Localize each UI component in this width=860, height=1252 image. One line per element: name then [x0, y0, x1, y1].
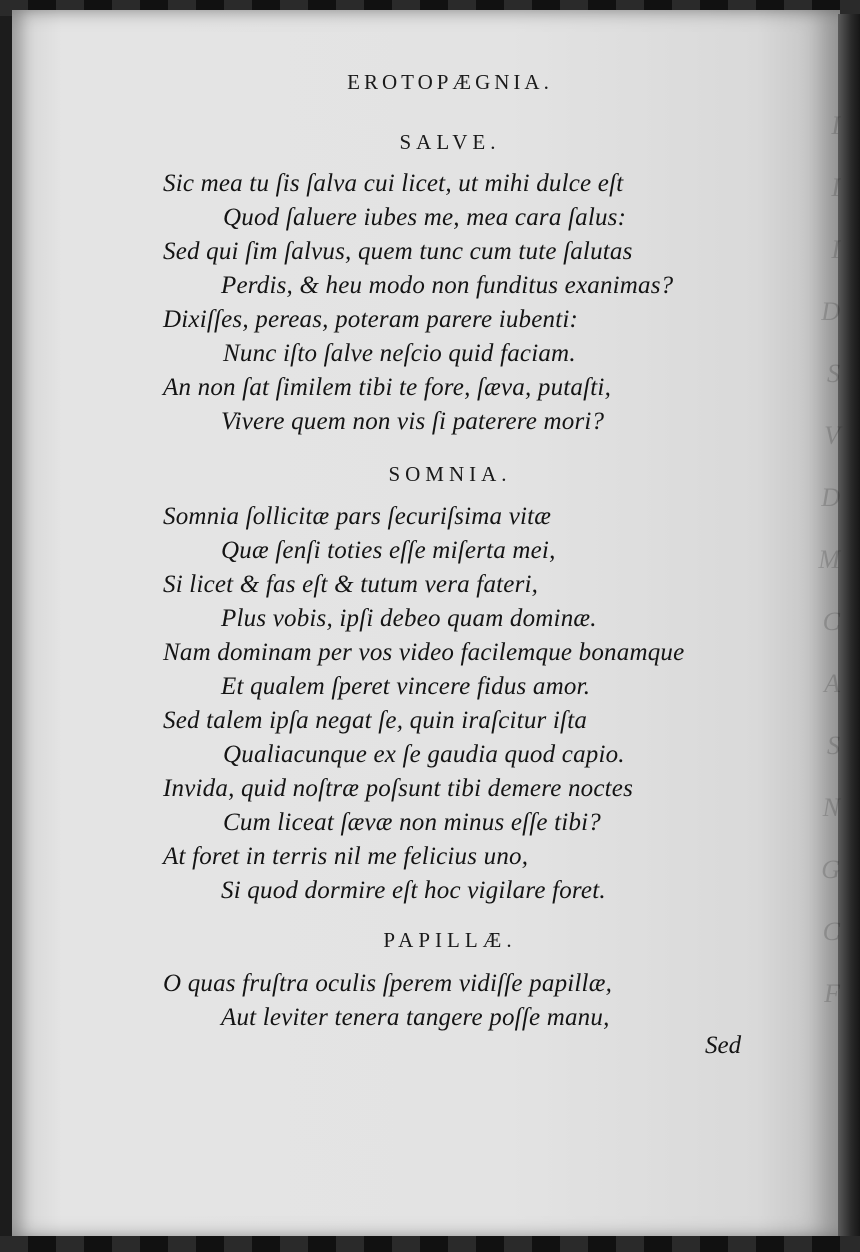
verse-line: Et qualem ſperet vincere fidus amor. — [221, 673, 591, 700]
running-head: EROTOPÆGNIA. — [347, 70, 553, 94]
verse-line: Qualiacunque ex ſe gaudia quod capio. — [223, 741, 625, 768]
section-title-papillae: PAPILLÆ. — [383, 928, 517, 952]
verse-line: Cum liceat ſævæ non minus eſſe tibi? — [223, 809, 602, 836]
verse-line: Plus vobis, ipſi debeo quam dominæ. — [221, 605, 597, 632]
verse-line: Perdis, & heu modo non funditus exanimas? — [221, 272, 674, 299]
page-gutter-edge — [838, 14, 860, 1236]
verse-line: Nam dominam per vos video facilemque bonamque — [163, 639, 685, 666]
verse-line: Somnia ſollicitæ pars ſecuriſsima vitæ — [163, 503, 552, 530]
verse-line: O quas fruſtra oculis ſperem vidiſſe papillæ, — [163, 970, 613, 997]
verse-line: Invida, quid noſtræ poſsunt tibi demere noctes — [163, 775, 634, 802]
verse-line: An non ſat ſimilem tibi te fore, ſæva, putaſti, — [163, 374, 612, 401]
verse-line: At foret in terris nil me felicius uno, — [163, 843, 529, 870]
section-title-salve: SALVE. — [399, 130, 501, 154]
verse-line: Si licet & fas eſt & tutum vera fateri, — [163, 571, 539, 598]
verse-line: Sic mea tu ſis ſalva cui licet, ut mihi dulce eſt — [163, 170, 624, 197]
verse-line: Sed talem ipſa negat ſe, quin iraſcitur iſta — [163, 707, 588, 734]
verse-line: Quod ſaluere iubes me, mea cara ſalus: — [223, 204, 627, 231]
verse-line: Nunc iſto ſalve neſcio quid faciam. — [223, 340, 576, 367]
verse-line: Quæ ſenſi toties eſſe miſerta mei, — [221, 537, 556, 564]
verse-line: Si quod dormire eſt hoc vigilare foret. — [221, 877, 606, 904]
catchword: Sed — [705, 1032, 742, 1059]
verse-line: Aut leviter tenera tangere poſſe manu, — [221, 1004, 610, 1031]
verse-line: Vivere quem non vis ſi paterere mori? — [221, 408, 605, 435]
verse-line: Dixiſſes, pereas, poteram parere iubenti: — [163, 306, 579, 333]
scan-bottom-border — [0, 1236, 860, 1252]
section-title-somnia: SOMNIA. — [388, 462, 512, 486]
verse-line: Sed qui ſim ſalvus, quem tunc cum tute ſalutas — [163, 238, 633, 265]
